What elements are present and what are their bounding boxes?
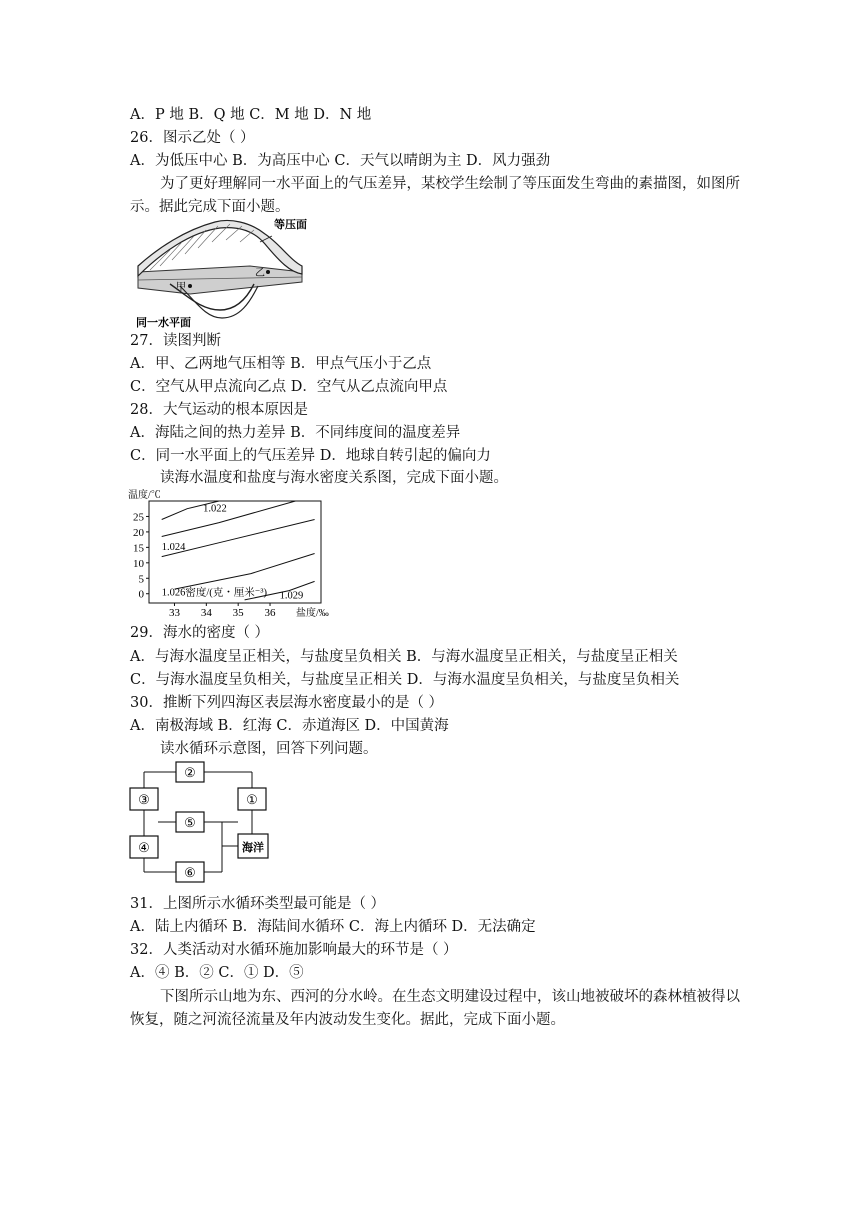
- q29-options-cd: C．与海水温度呈负相关，与盐度呈正相关 D．与海水温度呈负相关，与盐度呈负相关: [130, 672, 680, 688]
- q30-stem: 30．推断下列四海区表层海水密度最小的是（ ）: [130, 695, 444, 711]
- q27-options-cd: C．空气从甲点流向乙点 D．空气从乙点流向甲点: [130, 379, 448, 395]
- q26-stem: 26．图示乙处（ ）: [130, 130, 255, 146]
- water-cycle-diagram: [126, 760, 276, 886]
- density-label: 1.024: [161, 541, 186, 553]
- q30-options: A．南极海域 B．红海 C．赤道海区 D．中国黄海: [130, 718, 449, 734]
- q27-stem: 27．读图判断: [130, 333, 221, 349]
- q28-stem: 28．大气运动的根本原因是: [130, 402, 308, 418]
- density-label: 1.029: [279, 590, 304, 602]
- box-2: ②: [184, 765, 196, 780]
- density-label: 1.022: [203, 503, 227, 515]
- q27-options-ab: A．甲、乙两地气压相等 B．甲点气压小于乙点: [130, 356, 432, 372]
- y-tick-label: 15: [133, 542, 144, 555]
- x-tick-label: 33: [168, 607, 180, 619]
- q32-options: A．④ B．② C．① D．⑤: [130, 965, 304, 981]
- q32-stem: 32．人类活动对水循环施加影响最大的环节是（ ）: [130, 942, 458, 958]
- y-tick-label: 10: [133, 557, 144, 570]
- intro-density: 读海水温度和盐度与海水密度关系图，完成下面小题。: [160, 470, 508, 486]
- x-tick-label: 36: [264, 607, 276, 619]
- label-jia: 甲: [176, 282, 186, 293]
- q31-stem: 31．上图所示水循环类型最可能是（ ）: [130, 896, 386, 912]
- density-label: 1.026密度/(克・厘米⁻³): [161, 587, 267, 599]
- q29-options-ab: A．与海水温度呈正相关，与盐度呈负相关 B．与海水温度呈正相关，与盐度呈正相关: [130, 649, 678, 665]
- chart-ylabel: 温度/℃: [128, 490, 161, 501]
- q25-options: A．P 地 B．Q 地 C．M 地 D．N 地: [130, 107, 372, 123]
- y-tick-label: 5: [138, 573, 144, 586]
- label-isobar: 等压面: [274, 219, 307, 231]
- box-3: ③: [138, 792, 150, 807]
- box-4: ④: [138, 840, 150, 855]
- box-5: ⑤: [184, 815, 196, 830]
- y-tick-label: 20: [133, 526, 144, 539]
- q31-options: A．陆上内循环 B．海陆间水循环 C．海上内循环 D．无法确定: [130, 919, 536, 935]
- intro-pressure: 为了更好理解同一水平面上的气压差异，某校学生绘制了等压面发生弯曲的素描图，如图所示。据此完成下面小题。: [130, 176, 740, 215]
- label-plane: 同一水平面: [136, 317, 191, 329]
- x-tick-label: 35: [232, 607, 244, 619]
- y-tick-label: 0: [138, 588, 144, 601]
- isopycnal-line: [175, 554, 315, 590]
- q28-options-cd: C．同一水平面上的气压差异 D．地球自转引起的偏向力: [130, 448, 491, 464]
- isobar-figure: [130, 214, 310, 330]
- density-chart: [126, 488, 342, 620]
- q26-options: A．为低压中心 B．为高压中心 C．天气以晴朗为主 D．风力强劲: [130, 153, 551, 169]
- box-6: ⑥: [184, 865, 196, 880]
- chart-xlabel: 盐度/‰: [296, 608, 329, 619]
- intro-mountain: 下图所示山地为东、西河的分水岭。在生态文明建设过程中，该山地被破坏的森林植被得以恢复，随之河流径流量及年内波动发生变化。据此，完成下面小题。: [130, 989, 740, 1028]
- q29-stem: 29．海水的密度（ ）: [130, 625, 270, 641]
- y-tick-label: 25: [133, 511, 144, 524]
- box-1: ①: [246, 792, 258, 807]
- intro-water: 读水循环示意图，回答下列问题。: [160, 741, 378, 757]
- isopycnal-line: [162, 501, 296, 537]
- x-tick-label: 34: [200, 607, 212, 619]
- box-ocean: 海洋: [242, 842, 264, 854]
- q28-options-ab: A．海陆之间的热力差异 B．不同纬度间的温度差异: [130, 425, 461, 441]
- label-yi: 乙: [255, 268, 265, 279]
